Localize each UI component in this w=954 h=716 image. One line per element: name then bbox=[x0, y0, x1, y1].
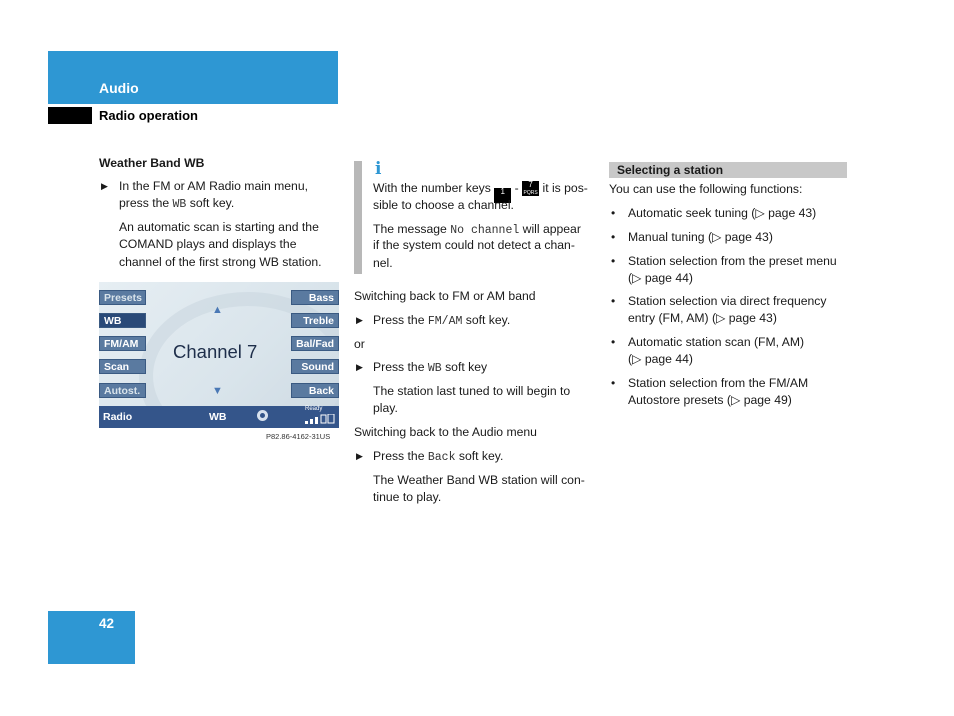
intro-text: You can use the following functions: bbox=[609, 182, 803, 196]
list-item: Automatic station scan (FM, AM) bbox=[628, 335, 805, 349]
info-p2-line1: The message No channel will appear bbox=[373, 222, 581, 237]
info-p2-line3: nel. bbox=[373, 256, 393, 270]
softkey-treble[interactable]: Treble bbox=[291, 313, 339, 328]
step4: Press the Back soft key. bbox=[373, 449, 504, 464]
bullet-icon: • bbox=[611, 206, 616, 220]
info-icon: i bbox=[375, 159, 382, 179]
status-ready: Ready bbox=[305, 406, 323, 412]
section-header: Selecting a station bbox=[617, 163, 724, 177]
bullet-icon: • bbox=[611, 254, 616, 268]
or-text: or bbox=[354, 337, 365, 351]
list-item: Station selection from the FM/AM bbox=[628, 376, 809, 390]
number-key-7-icon: 7 PQRS bbox=[523, 180, 538, 196]
result3-line2: play. bbox=[373, 401, 398, 415]
cd-icon bbox=[257, 410, 268, 421]
header-band bbox=[48, 51, 338, 104]
result1-line1: An automatic scan is starting and the bbox=[119, 220, 319, 234]
list-item: Station selection via direct frequency bbox=[628, 294, 827, 308]
switch-fm-heading: Switching back to FM or AM band bbox=[354, 289, 536, 303]
step3: Press the WB soft key bbox=[373, 360, 488, 375]
status-bar bbox=[99, 406, 339, 428]
step-arrow-icon: ▶ bbox=[101, 181, 108, 191]
softkey-scan[interactable]: Scan bbox=[99, 359, 146, 374]
result4-line2: tinue to play. bbox=[373, 490, 442, 504]
list-item-cont: Autostore presets (▷ page 49) bbox=[628, 393, 792, 407]
step-arrow-icon: ▶ bbox=[356, 362, 363, 372]
subsection-marker bbox=[48, 107, 92, 124]
status-band: WB bbox=[209, 411, 227, 423]
softkey-wb[interactable]: WB bbox=[99, 313, 146, 328]
softkey-bal-fad[interactable]: Bal/Fad bbox=[291, 336, 339, 351]
down-arrow-icon[interactable]: ▼ bbox=[212, 385, 223, 397]
page-number-band bbox=[48, 611, 135, 664]
figure-caption: P82.86-4162-31US bbox=[266, 432, 331, 441]
info-p2-line2: if the system could not detect a chan- bbox=[373, 238, 575, 252]
bullet-icon: • bbox=[611, 294, 616, 308]
number-key-1-icon: 1 bbox=[494, 188, 511, 203]
bullet-icon: • bbox=[611, 335, 616, 349]
softkey-back[interactable]: Back bbox=[291, 383, 339, 398]
result4-line1: The Weather Band WB station will con- bbox=[373, 473, 585, 487]
softkey-sound[interactable]: Sound bbox=[291, 359, 339, 374]
info-p1-line2: sible to choose a channel. bbox=[373, 198, 514, 212]
list-item-cont: entry (FM, AM) (▷ page 43) bbox=[628, 311, 777, 325]
list-item: Manual tuning (▷ page 43) bbox=[628, 230, 773, 244]
result1-line3: channel of the first strong WB station. bbox=[119, 255, 322, 269]
result1-line2: COMAND plays and displays the bbox=[119, 237, 297, 251]
list-item-cont: (▷ page 44) bbox=[628, 271, 693, 285]
section-title: Audio bbox=[99, 80, 139, 96]
bullet-icon: • bbox=[611, 376, 616, 390]
list-item: Automatic seek tuning (▷ page 43) bbox=[628, 206, 817, 220]
result3-line1: The station last tuned to will begin to bbox=[373, 384, 571, 398]
info-p1-line1: With the number keys 1 - 7 PQRS it is pos- bbox=[373, 180, 588, 203]
softkey-autostore[interactable]: Autost. bbox=[99, 383, 146, 398]
step-arrow-icon: ▶ bbox=[356, 315, 363, 325]
up-arrow-icon[interactable]: ▲ bbox=[212, 304, 223, 316]
status-radio: Radio bbox=[103, 411, 133, 423]
weather-band-heading: Weather Band WB bbox=[99, 156, 205, 170]
softkey-fm-am[interactable]: FM/AM bbox=[99, 336, 146, 351]
page-number: 42 bbox=[99, 616, 115, 631]
softkey-label: WB bbox=[172, 198, 187, 211]
bullet-icon: • bbox=[611, 230, 616, 244]
step1-line1: In the FM or AM Radio main menu, bbox=[119, 179, 308, 193]
list-item: Station selection from the preset menu bbox=[628, 254, 837, 268]
channel-display: Channel 7 bbox=[173, 341, 258, 362]
softkey-bass[interactable]: Bass bbox=[291, 290, 339, 305]
switch-audio-heading: Switching back to the Audio menu bbox=[354, 425, 537, 439]
info-sidebar bbox=[354, 161, 362, 274]
step-arrow-icon: ▶ bbox=[356, 451, 363, 461]
radio-display bbox=[99, 282, 339, 428]
list-item-cont: (▷ page 44) bbox=[628, 352, 693, 366]
step1-line2: press the WB soft key. bbox=[119, 196, 235, 211]
signal-icon bbox=[305, 414, 335, 424]
softkey-presets[interactable]: Presets bbox=[99, 290, 146, 305]
subsection-title: Radio operation bbox=[99, 108, 198, 123]
step2: Press the FM/AM soft key. bbox=[373, 313, 511, 328]
